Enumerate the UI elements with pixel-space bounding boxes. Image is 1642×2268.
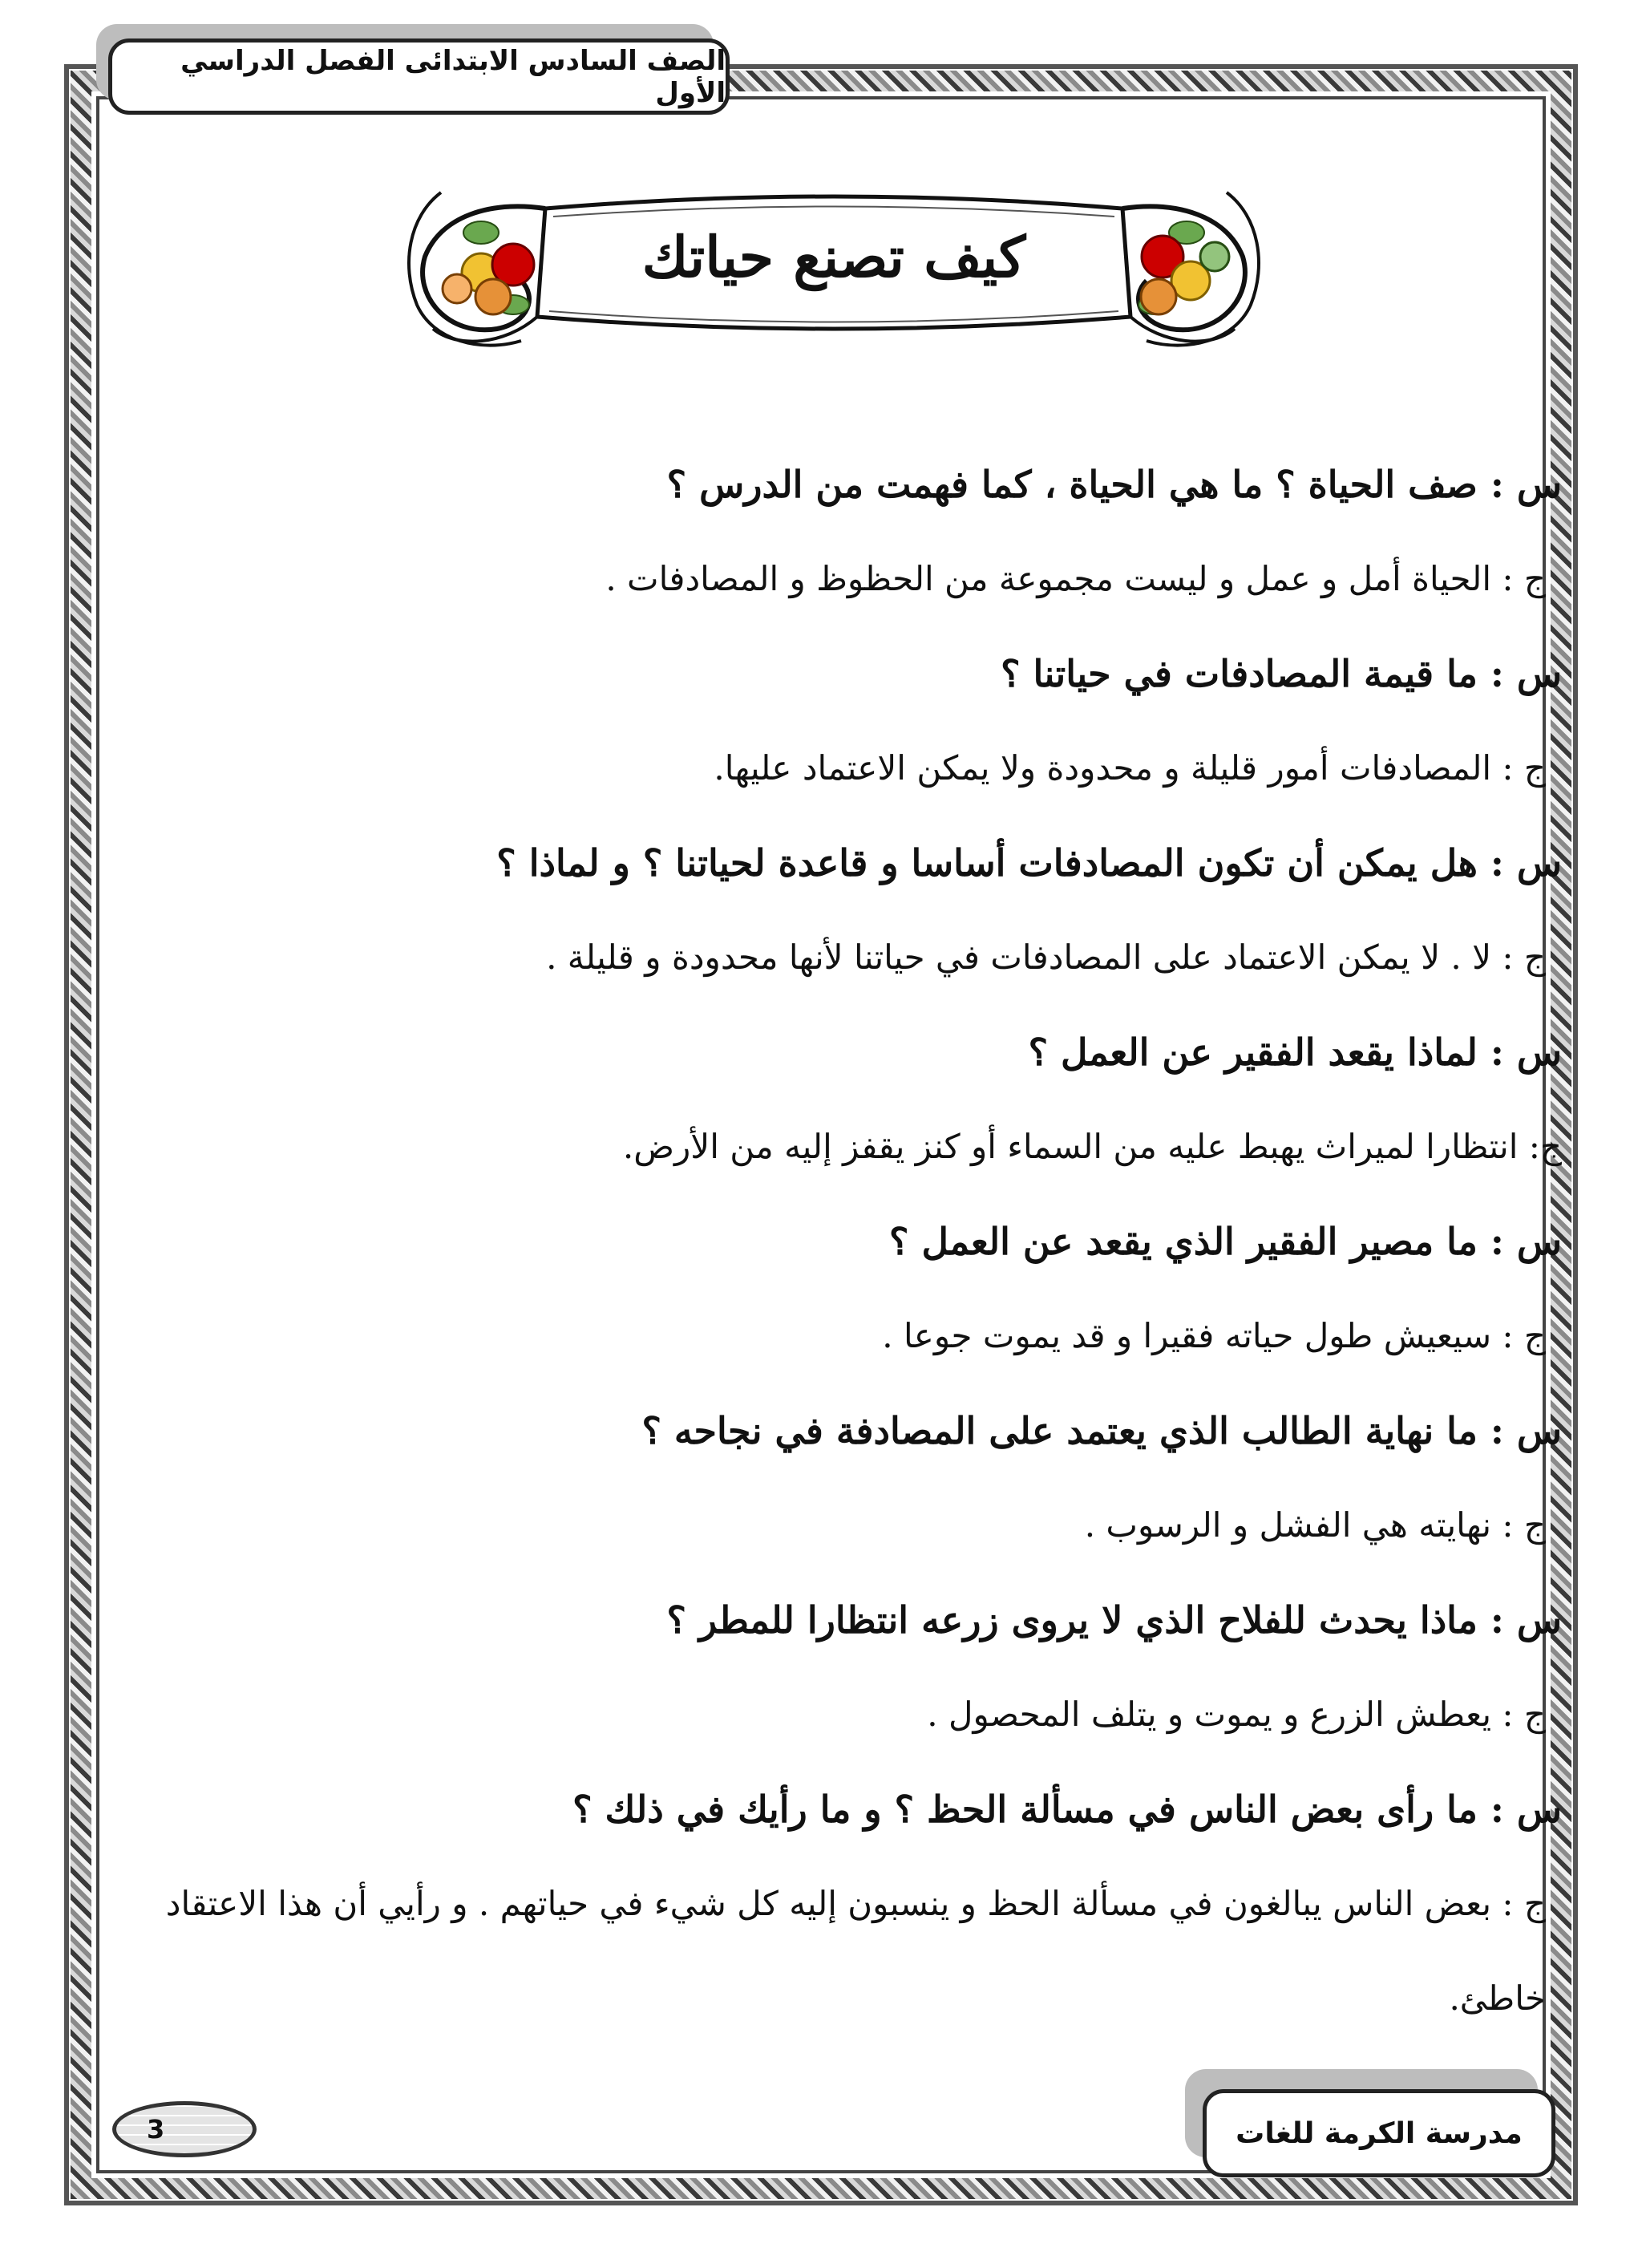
qa-list — [135, 437, 1562, 2046]
flower-icon — [1141, 279, 1176, 314]
flower-icon — [443, 274, 471, 303]
answer-2: ج : المصادفات أمور قليلة و محدودة ولا يمكن الاعتماد عليها. — [714, 748, 1546, 788]
flower-icon — [1200, 242, 1229, 271]
answer-3: ج : لا . لا يمكن الاعتماد على المصادفات في حياتنا لأنها محدودة و قليلة . — [546, 938, 1546, 977]
question-5: س : ما مصير الفقير الذي يقعد عن العمل ؟ — [889, 1220, 1562, 1263]
answer-8: ج : بعض الناس يبالغون في مسألة الحظ و ينسبون إليه كل شيء في حياتهم . و رأيي أن هذا الاعتقاد خاطئ. — [165, 1884, 1546, 2018]
leaf-icon — [463, 221, 499, 244]
question-4: س : لماذا يقعد الفقير عن العمل ؟ — [1028, 1031, 1562, 1074]
answer-7: ج : يعطش الزرع و يموت و يتلف المحصول . — [927, 1695, 1546, 1734]
answer-1: ج : الحياة أمل و عمل و ليست مجموعة من الحظوظ و المصادفات . — [605, 559, 1546, 598]
question-1: س : صف الحياة ؟ ما هي الحياة ، كما فهمت من الدرس ؟ — [666, 463, 1562, 506]
question-8: س : ما رأى بعض الناس في مسألة الحظ ؟ و ما رأيك في ذلك ؟ — [572, 1788, 1562, 1831]
page-title: كيف تصنع حياتك — [641, 223, 1026, 290]
page-number: 3 — [112, 2101, 257, 2157]
question-3: س : هل يمكن أن تكون المصادفات أساسا و قاعدة لحياتنا ؟ و لماذا ؟ — [496, 841, 1562, 885]
question-2: س : ما قيمة المصادفات في حياتنا ؟ — [1001, 652, 1562, 695]
answer-6: ج : نهايته هي الفشل و الرسوب . — [1084, 1505, 1546, 1545]
grade-header: الصف السادس الابتدائى الفصل الدراسي الأول — [108, 38, 730, 115]
question-7: س : ماذا يحدث للفلاح الذي لا يروى زرعه انتظارا للمطر ؟ — [666, 1598, 1562, 1642]
title-banner — [393, 168, 1275, 361]
answer-4: ج: انتظارا لميراث يهبط عليه من السماء أو كنز يقفز إليه من الأرض. — [622, 1127, 1562, 1166]
answer-5: ج : سيعيش طول حياته فقيرا و قد يموت جوعا . — [882, 1316, 1546, 1355]
question-6: س : ما نهاية الطالب الذي يعتمد على المصادفة في نجاحه ؟ — [641, 1409, 1562, 1452]
school-name: مدرسة الكرمة للغات — [1203, 2089, 1555, 2177]
flower-icon — [475, 279, 511, 314]
